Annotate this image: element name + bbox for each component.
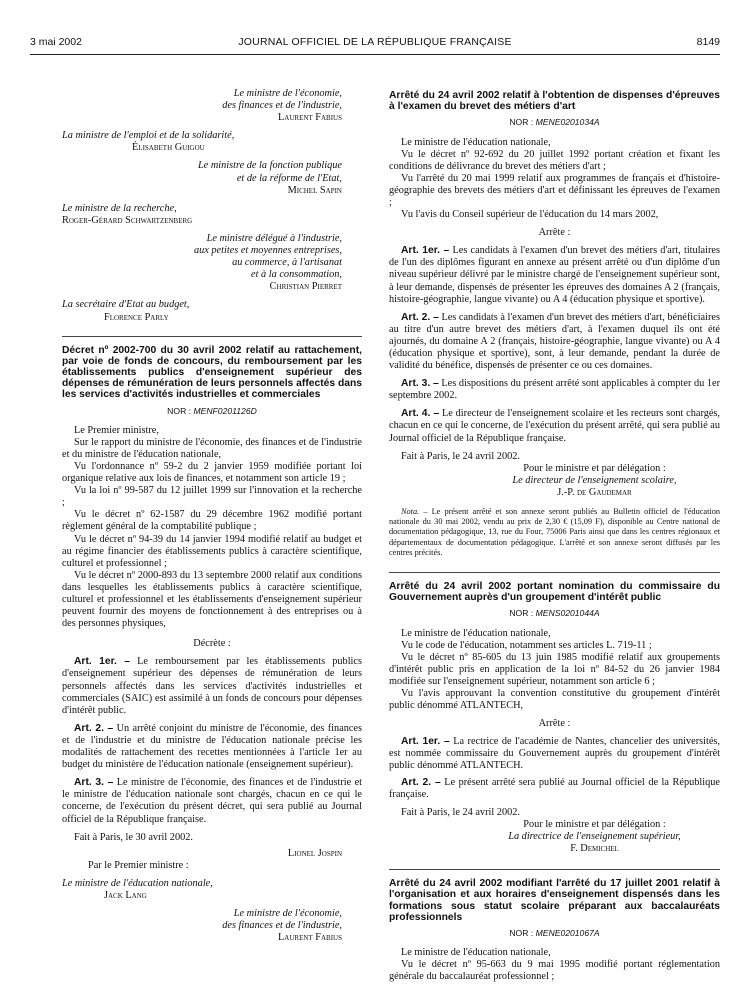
signature-title: des finances et de l'industrie, <box>222 100 342 112</box>
signature-block-economie <box>62 88 362 124</box>
article-text: Le remboursement par les établissements publics d'enseignement supérieur des dépenses de rémunération de leurs personnels affectés dans les services d'activités industrielles et commerciales (SAIC) est assimilé à un fonds de concours pour dépenses d'intérêt public. <box>62 656 362 716</box>
paragraph: Le ministre de l'éducation nationale, <box>401 136 551 148</box>
article-2 <box>389 777 720 801</box>
article-4 <box>389 408 720 444</box>
nota-text: Le présent arrêté et son annexe seront publiés au Bulletin officiel de l'éducation nationale du 30 mai 2002, vendu au prix de 2,30 € (15,09 F), disponible au Centre national de documentation pédagogique, 13, rue du Four, 75006 Paris ainsi que dans les centres régionaux et départementaux de documentation pédagogique. L'arrêté et son annexe seront diffusés par les centres précités. <box>389 507 721 557</box>
arrete-3-nor <box>389 927 720 939</box>
signature-name: Lionel Jospin <box>287 847 342 859</box>
paragraph: Le Premier ministre, <box>74 424 159 436</box>
article-2 <box>62 723 362 771</box>
article-1 <box>389 736 720 772</box>
signature-block-industrie <box>62 233 362 293</box>
signature-name: Élisabeth Guigou <box>132 142 205 154</box>
paragraph: Le ministre de l'éducation nationale, <box>401 947 551 959</box>
article-label: Art. 1er. – <box>401 245 450 257</box>
paragraph: Vu le décret nº 94-39 du 14 janvier 1994 modifié relatif au budget et au régime financier des établissements publics à caractère scientifique, culturel et professionnel ; <box>62 533 362 569</box>
signature-block-economie-2 <box>62 908 362 944</box>
signature-title: au commerce, à l'artisanat <box>232 257 342 269</box>
signature-title: La directrice de l'enseignement supérieur, <box>508 830 681 842</box>
header-journal-title: JOURNAL OFFICIEL DE LA RÉPUBLIQUE FRANÇAISE <box>238 36 512 48</box>
signature-delegation: Pour le ministre et par délégation : <box>523 462 666 474</box>
paragraph: Vu le décret nº 2000-893 du 13 septembre 2000 relatif aux conditions dans lesquelles les établissements publics à caractère scientifique, culturel et professionnel et les établissements d'enseignement supérieur peuvent fournir des moyens de fonctionnement à des entreprises ou à des personnes physiques, <box>62 569 362 630</box>
fait-a-paris: Fait à Paris, le 24 avril 2002. <box>401 450 520 462</box>
article-3 <box>389 378 720 402</box>
paragraph: Vu la loi nº 99-587 du 12 juillet 1999 sur l'innovation et la recherche ; <box>62 485 362 509</box>
signature-title: La secrétaire d'Etat au budget, <box>62 299 190 311</box>
signature-name: Florence Parly <box>104 311 169 323</box>
header-rule <box>30 54 720 55</box>
article-label: Art. 2. – <box>74 722 114 734</box>
signature-name: Laurent Fabius <box>278 112 342 124</box>
signature-title: Le ministre délégué à l'industrie, <box>206 232 342 244</box>
paragraph: Le ministre de l'éducation nationale, <box>401 627 551 639</box>
article-text: Le présent arrêté sera publié au Journal officiel de la République française. <box>389 776 720 800</box>
signature-block-fonction-publique <box>62 160 362 196</box>
page-header <box>30 36 720 52</box>
nor-label: NOR : <box>509 608 534 619</box>
article-text: Le directeur de l'enseignement scolaire et les recteurs sont chargés, chacun en ce qui le concerne, de l'exécution du présent arrêté, qui sera publié au Journal officiel de la République française. <box>389 408 720 444</box>
nor-code: MENE0201034A <box>535 117 600 128</box>
signature-name: Laurent Fabius <box>278 932 342 944</box>
left-column <box>62 88 362 944</box>
nor-code: MENS0201044A <box>535 608 600 619</box>
article-text: Le ministre de l'économie, des finances et de l'industrie et le ministre de l'éducation nationale sont chargés, chacun en ce qui le concerne, de l'exécution du présent décret, qui sera publié au Journal officiel de la République française. <box>62 777 363 825</box>
article-text: Les candidats à l'examen d'un brevet des métiers d'art, bénéficiaires au titre d'un autre brevet des métiers d'art, à l'examen duquel ils ont été ajournés, du domaine A 2 (français, histoire-géographie, langue vivante) ou A 4 (éducation physique et sportive), sont, à leur demande, pendant la durée de validité du bénéfice, dispensés de présenter ce ou ces domaines. <box>389 311 720 372</box>
arrete-heading: Arrête : <box>538 227 571 239</box>
paragraph: Vu l'ordonnance nº 59-2 du 2 janvier 1959 modifiée portant loi organique relative aux lois de finances, et notamment son article 19 ; <box>62 460 362 485</box>
article-2 <box>389 312 720 372</box>
arrete-2-nor <box>389 607 720 619</box>
paragraph: Vu le code de l'éducation, notamment ses articles L. 719-11 ; <box>401 639 652 651</box>
article-3 <box>62 777 362 825</box>
article-text: Les dispositions du présent arrêté sont applicables à compter du 1er septembre 2002. <box>389 378 720 402</box>
fait-a-paris: Fait à Paris, le 30 avril 2002. <box>74 831 193 843</box>
article-text: La rectrice de l'académie de Nantes, chancelier des universités, est nommée commissaire du Gouvernement auprès du groupement d'intérêt public dénommé ATLANTECH. <box>389 736 721 772</box>
article-label: Art. 2. – <box>401 776 441 788</box>
right-column <box>389 90 720 983</box>
signature-name: Michel Sapin <box>287 184 342 196</box>
signature-title: et à la consommation, <box>251 269 342 281</box>
paragraph: Vu l'avis approuvant la convention constitutive du groupement d'intérêt public dénommé ATLANTECH, <box>389 688 720 712</box>
signature-name: Roger-Gérard Schwartzenberg <box>62 214 193 226</box>
article-label: Art. 1er. – <box>401 736 450 748</box>
article-label: Art. 3. – <box>74 777 114 789</box>
article-label: Art. 4. – <box>401 408 440 420</box>
article-1 <box>62 656 362 716</box>
decree-title: Décret nº 2002-700 du 30 avril 2002 relatif au rattachement, par voie de fonds de concours, du remboursement par les établissements publics d'enseignement supérieur des dépenses de rémunération de leurs personnels affectés dans les services d'activités industrielles et commerciales <box>62 344 362 401</box>
signature-block-budget <box>62 299 362 323</box>
article-label: Art. 1er. – <box>74 656 131 668</box>
signature-title: La ministre de l'emploi et de la solidarité, <box>62 130 235 142</box>
signature-title: Le ministre de l'éducation nationale, <box>62 877 213 889</box>
signature-name: Christian Pierret <box>269 281 342 293</box>
paragraph: Sur le rapport du ministre de l'économie, des finances et de l'industrie et du ministre de l'éducation nationale, <box>62 436 362 460</box>
nor-label: NOR : <box>167 405 192 416</box>
fait-a-paris: Fait à Paris, le 24 avril 2002. <box>401 806 520 818</box>
signature-title: et de la réforme de l'Etat, <box>236 172 342 184</box>
signature-title: des finances et de l'industrie, <box>222 920 342 932</box>
section-divider <box>389 572 720 573</box>
header-page-number: 8149 <box>696 36 720 48</box>
signature-block <box>389 819 720 855</box>
arrete-1-nor <box>389 116 720 128</box>
signature-delegation: Pour le ministre et par délégation : <box>523 818 666 830</box>
paragraph: Vu le décret nº 92-692 du 20 juillet 1992 portant création et fixant les conditions de délivrance du brevet des métiers d'art ; <box>389 148 720 172</box>
article-1 <box>389 245 720 305</box>
nota-label: Nota. – <box>401 507 428 517</box>
paragraph: Vu le décret nº 85-605 du 13 juin 1985 modifié relatif aux groupements d'intérêt public pris en application de la loi nº 84-52 du 26 janvier 1984 modifiée sur l'enseignement supérieur, notamment son article 6 ; <box>389 651 720 687</box>
decrete-heading: Décrète : <box>193 638 231 650</box>
paragraph: Vu le décret nº 62-1587 du 29 décembre 1962 modifié portant règlement général de la comptabilité publique ; <box>62 509 362 533</box>
signature-title: Le ministre de l'économie, <box>233 88 342 99</box>
signature-name: Jack Lang <box>104 889 147 901</box>
signature-title: aux petites et moyennes entreprises, <box>193 245 342 257</box>
header-date: 3 mai 2002 <box>30 36 82 48</box>
decree-nor <box>62 405 362 417</box>
arrete-1-title: Arrêté du 24 avril 2002 relatif à l'obtention de dispenses d'épreuves à l'examen du brevet des métiers d'art <box>389 90 720 113</box>
paragraph: Vu l'arrêté du 20 mai 1999 relatif aux programmes de français et d'histoire-géographie des brevets des métiers d'art et définissant les épreuves de l'examen ; <box>389 172 720 208</box>
section-divider <box>389 869 720 870</box>
section-divider <box>62 336 362 337</box>
nor-code: MENE0201067A <box>535 927 600 938</box>
par-premier-ministre: Par le Premier ministre : <box>88 859 189 871</box>
arrete-3-title: Arrêté du 24 avril 2002 modifiant l'arrêté du 17 juillet 2001 relatif à l'organisation et aux horaires d'enseignement dispensés dans les formations sous statut scolaire préparant aux baccalauréats professionnels <box>389 878 720 923</box>
paragraph: Vu l'avis du Conseil supérieur de l'éducation du 14 mars 2002, <box>401 209 659 221</box>
article-label: Art. 3. – <box>401 378 439 390</box>
signature-block <box>389 463 720 499</box>
article-text: Un arrêté conjoint du ministre de l'économie, des finances et de l'industrie et du ministre de l'éducation nationale précise les modalités de rattachement des recettes mentionnées à l'article 1er au budget du ministère de l'éducation nationale (enseignement supérieur). <box>62 722 362 771</box>
nor-label: NOR : <box>509 117 534 128</box>
article-label: Art. 2. – <box>401 311 439 323</box>
signature-title: Le ministre de la fonction publique <box>197 160 342 172</box>
signature-block-emploi <box>62 130 362 154</box>
signature-title: Le directeur de l'enseignement scolaire, <box>512 474 677 486</box>
paragraph: Vu le décret nº 95-663 du 9 mai 1995 modifié portant réglementation générale du baccalauréat professionnel ; <box>389 959 720 983</box>
signature-title: Le ministre de la recherche, <box>62 202 177 214</box>
nor-label: NOR : <box>509 927 534 938</box>
signature-name: F. Demichel <box>570 843 619 855</box>
article-text: Les candidats à l'examen d'un brevet des métiers d'art, titulaires de l'un des diplômes figurant en annexe au présent arrêté ou d'un diplôme d'un niveau supérieur délivré par le ministre chargé de l'enseignement supérieur sont, à leur demande, dispensés de présenter les épreuves des domaines A 2 (français, histoire-géographie, langue vivante) ou A 4 (éducation physique et sportive). <box>389 245 720 305</box>
signature-block-recherche <box>62 203 362 227</box>
signature-title: Le ministre de l'économie, <box>233 908 342 920</box>
arrete-2-title: Arrêté du 24 avril 2002 portant nomination du commissaire du Gouvernement auprès d'un groupement d'intérêt public <box>389 581 720 604</box>
nor-code: MENF0201126D <box>193 405 257 416</box>
signature-name: J.-P. de Gaudemar <box>557 486 632 498</box>
arrete-heading: Arrête : <box>538 718 571 730</box>
nota-note <box>389 507 720 558</box>
